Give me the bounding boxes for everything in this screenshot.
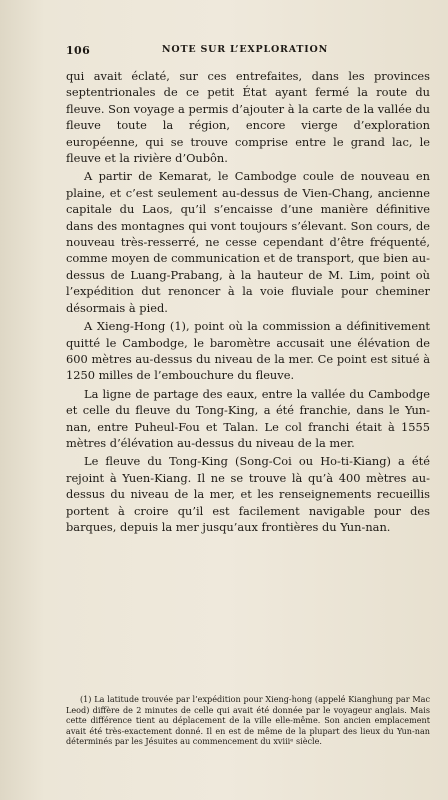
page-number: 106 bbox=[66, 44, 91, 57]
paragraph-2: A partir de Kemarat, le Cambodge coule de nouveau en plaine, et c’est seulement au-dessus de Vien-Chang, ancienne capitale du Laos, qu’il s’encaisse d’une manière définitive dans des montagnes qui vont toujours s’élevant. Son cours, de nouveau très-resserré, ne cesse cependant d’être fréquenté, comme moyen de communication et de transport, que bien au-dessus de Luang-Prabang, à la hauteur de M. Lim, point où l’expédition dut renoncer à la voie fluviale pour cheminer désormais à pied. bbox=[66, 169, 430, 315]
footnote bbox=[66, 694, 430, 747]
page-header bbox=[66, 44, 424, 62]
running-title: NOTE SUR L’EXPLORATION bbox=[161, 44, 329, 55]
paragraph-3: A Xieng-Hong (1), point où la commission a définitivement quitté le Cambodge, le baromètre accusait une élévation de 600 mètres au-dessus du niveau de la mer. Ce point est situé à 1250 milles de l’embouchure du fleuve. bbox=[66, 319, 430, 383]
body-text bbox=[66, 68, 430, 537]
paragraph-4: La ligne de partage des eaux, entre la vallée du Cambodge et celle du fleuve du Tong-King, a été franchie, dans le Yun-nan, entre Puheul-Fou et Talan. Le col franchi était à 1555 mètres d’élévation au-dessus du niveau de la mer. bbox=[66, 386, 430, 450]
paragraph-5: Le fleuve du Tong-King (Song-Coi ou Ho-ti-Kiang) a été rejoint à Yuen-Kiang. Il ne se trouve là qu’à 400 mètres au-dessus du niveau de la mer, et les renseignements recueillis portent à croire qu’il est facilement navigable pour des barques, depuis la mer jusqu’aux frontières du Yun-nan. bbox=[66, 454, 430, 534]
paragraph-1: qui avait éclaté, sur ces entrefaites, dans les provinces septentrionales de ce petit État ayant fermé la route du fleuve. Son voyage a permis d’ajouter à la carte de la vallée du fleuve toute la région, encore vierge d’exploration européenne, qui se trouve comprise entre le grand lac, le fleuve et la rivière d’Oubôn. bbox=[66, 69, 430, 166]
footnote-text: (1) La latitude trouvée par l’expédition pour Xieng-hong (appelé Kianghung par Mac Leod) diffère de 2 minutes de celle qui avait été donnée par le voyageur anglais. Mais cette différence tient au déplacement de la ville elle-même. Son ancien emplacement avait été très-exactement donné. Il en est de même de la plupart des lieux du Yun-nan déterminés par les Jésuites au commencement du xviiiᵉ siècle. bbox=[66, 694, 430, 747]
